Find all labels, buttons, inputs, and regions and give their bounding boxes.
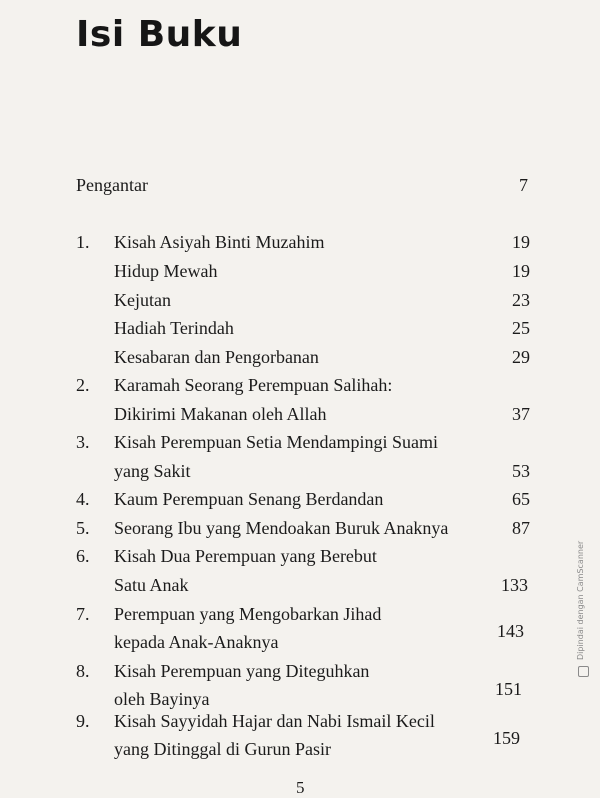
subentry-line: Hidup Mewah	[114, 261, 218, 281]
preface-label: Pengantar	[76, 175, 148, 195]
entry-number: 6.	[76, 546, 90, 566]
entry-page: 133	[501, 575, 528, 595]
entry-page: 87	[512, 518, 530, 538]
entry-number: 7.	[76, 604, 90, 624]
entry-page: 151	[495, 679, 522, 699]
entry-number: 9.	[76, 711, 90, 731]
entry-line: Seorang Ibu yang Mendoakan Buruk Anaknya	[114, 518, 449, 538]
scanner-logo-icon	[578, 666, 589, 677]
entry-page: 159	[493, 728, 520, 748]
page-number: 5	[296, 778, 305, 797]
subentry-line: Kejutan	[114, 290, 171, 310]
entry-line: kepada Anak-Anaknya	[114, 632, 279, 652]
entry-page: 65	[512, 489, 530, 509]
entry-line: oleh Bayinya	[114, 689, 210, 709]
entry-page: 23	[512, 290, 530, 310]
entry-page: 19	[512, 232, 530, 252]
entry-page: 37	[512, 404, 530, 424]
entry-line: Karamah Seorang Perempuan Salihah:	[114, 375, 393, 395]
entry-page: 19	[512, 261, 530, 281]
entry-number: 5.	[76, 518, 90, 538]
entry-line: Kisah Perempuan Setia Mendampingi Suami	[114, 432, 438, 452]
entry-page: 29	[512, 347, 530, 367]
entry-page: 53	[512, 461, 530, 481]
entry-line: Satu Anak	[114, 575, 189, 595]
page-title: Isi Buku	[76, 14, 243, 55]
entry-number: 8.	[76, 661, 90, 681]
entry-number: 1.	[76, 232, 90, 252]
entry-line: Kaum Perempuan Senang Berdandan	[114, 489, 384, 509]
entry-line: Kisah Perempuan yang Diteguhkan	[114, 661, 370, 681]
entry-line: yang Sakit	[114, 461, 191, 481]
entry-page: 143	[497, 621, 524, 641]
entry-line: Kisah Sayyidah Hajar dan Nabi Ismail Kecil	[114, 711, 435, 731]
entry-line: Dikirimi Makanan oleh Allah	[114, 404, 327, 424]
entry-number: 2.	[76, 375, 90, 395]
subentry-line: Hadiah Terindah	[114, 318, 234, 338]
entry-number: 3.	[76, 432, 90, 452]
entry-line: Kisah Dua Perempuan yang Berebut	[114, 546, 377, 566]
entry-line: Kisah Asiyah Binti Muzahim	[114, 232, 325, 252]
entry-line: yang Ditinggal di Gurun Pasir	[114, 739, 331, 759]
subentry-line: Kesabaran dan Pengorbanan	[114, 347, 319, 367]
entry-number: 4.	[76, 489, 90, 509]
entry-line: Perempuan yang Mengobarkan Jihad	[114, 604, 382, 624]
scanner-watermark: Dipindai dengan CamScanner	[576, 540, 585, 660]
entry-page: 25	[512, 318, 530, 338]
preface-page: 7	[519, 175, 528, 195]
